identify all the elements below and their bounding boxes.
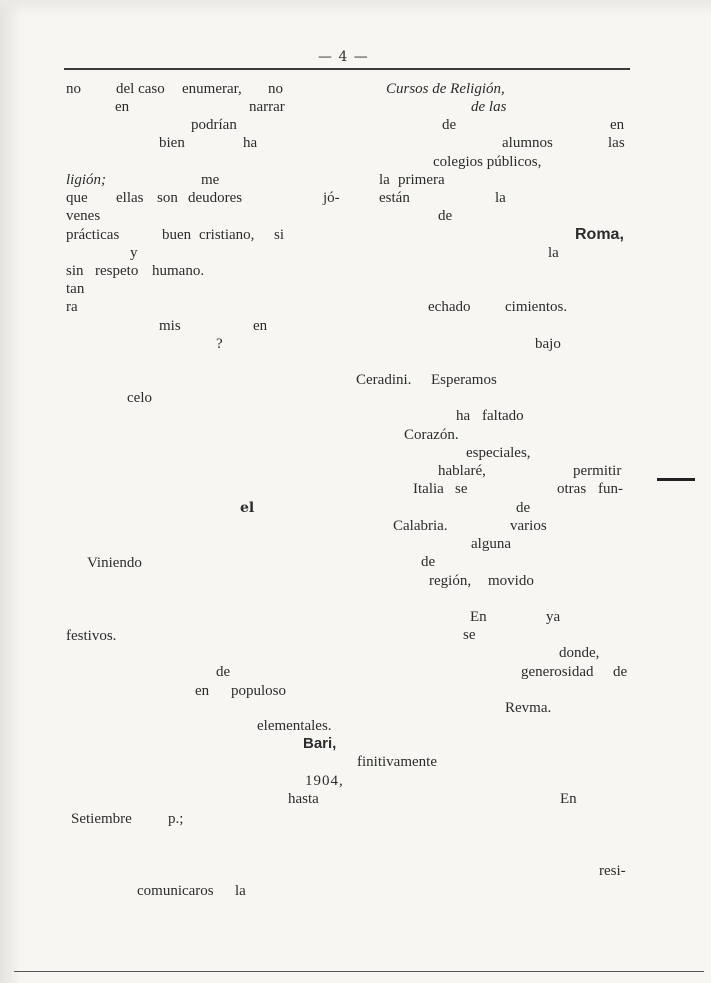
word: en — [195, 683, 210, 699]
word: bien — [159, 135, 185, 151]
word: la — [548, 245, 559, 261]
header-rule — [64, 68, 630, 70]
word: humano. — [152, 263, 205, 279]
page-number: — 4 — — [318, 49, 369, 65]
word: sin — [66, 263, 84, 279]
word: en — [115, 99, 130, 115]
word: ya — [546, 609, 561, 625]
word: celo — [127, 390, 152, 406]
word: cimientos. — [505, 299, 568, 315]
word: finitivamente — [357, 754, 437, 770]
word: hasta — [288, 791, 319, 807]
word: de — [421, 554, 436, 570]
word: no — [66, 81, 81, 97]
word: especiales, — [466, 445, 531, 461]
word: deudores — [188, 190, 243, 206]
word: la — [495, 190, 506, 206]
word: ha — [456, 408, 471, 424]
word: fun- — [598, 481, 623, 497]
word: 1904, — [305, 773, 344, 789]
word: Cursos de Religión, — [386, 81, 505, 97]
word: alumnos — [502, 135, 553, 151]
word: ligión; — [66, 172, 106, 188]
word: las — [608, 135, 625, 151]
word: respeto — [95, 263, 139, 279]
word: buen — [162, 227, 192, 243]
word: Revma. — [505, 700, 552, 716]
word: jó- — [323, 190, 340, 206]
word: echado — [428, 299, 471, 315]
word: prácticas — [66, 227, 120, 243]
word: faltado — [482, 408, 524, 424]
word: de — [442, 117, 457, 133]
word: la — [235, 883, 246, 899]
word: en — [253, 318, 268, 334]
word: otras — [557, 481, 587, 497]
word: Viniendo — [87, 555, 142, 571]
word: en — [610, 117, 625, 133]
word: bajo — [535, 336, 561, 352]
word: donde, — [559, 645, 600, 661]
word: generosidad — [521, 664, 594, 680]
word: p.; — [168, 811, 184, 827]
word: ellas — [116, 190, 144, 206]
word: ? — [216, 336, 223, 352]
word: comunicaros — [137, 883, 214, 899]
word: me — [201, 172, 220, 188]
word: venes — [66, 208, 101, 224]
word: Bari, — [303, 735, 337, 752]
word: narrar — [249, 99, 285, 115]
word: el — [240, 500, 255, 516]
page-top-edge — [0, 0, 711, 16]
word: Italia — [413, 481, 444, 497]
word: Ceradini. — [356, 372, 412, 388]
word: En — [470, 609, 487, 625]
word: de — [613, 664, 628, 680]
word: son — [157, 190, 178, 206]
word: del caso — [116, 81, 165, 97]
word: Esperamos — [431, 372, 497, 388]
word: podrían — [191, 117, 237, 133]
word: y — [130, 245, 138, 261]
word: de — [216, 664, 231, 680]
word: están — [379, 190, 410, 206]
word: festivos. — [66, 628, 117, 644]
word: de — [438, 208, 453, 224]
word: movido — [488, 573, 534, 589]
word: si — [274, 227, 285, 243]
word: que — [66, 190, 88, 206]
word: Corazón. — [404, 427, 459, 443]
word: no — [268, 81, 283, 97]
word: hablaré, — [438, 463, 486, 479]
word: varios — [510, 518, 547, 534]
word: elementales. — [257, 718, 332, 734]
word: región, — [429, 573, 472, 589]
word: ha — [243, 135, 258, 151]
word: En — [560, 791, 577, 807]
word: se — [463, 627, 476, 643]
word: permitir — [573, 463, 622, 479]
word: de — [516, 500, 531, 516]
footer-rule — [14, 971, 704, 972]
page-left-edge — [0, 0, 22, 983]
word: colegios públicos, — [433, 154, 542, 170]
word: Roma, — [575, 226, 624, 243]
word: mis — [159, 318, 181, 334]
margin-mark — [657, 478, 695, 481]
word: ra — [66, 299, 78, 315]
word: primera — [398, 172, 445, 188]
word: Setiembre — [71, 811, 132, 827]
word: tan — [66, 281, 85, 297]
word: resi- — [599, 863, 626, 879]
word: de las — [471, 99, 507, 115]
word: alguna — [471, 536, 511, 552]
word: enumerar, — [182, 81, 242, 97]
word: Calabria. — [393, 518, 448, 534]
word: populoso — [231, 683, 287, 699]
word: se — [455, 481, 468, 497]
word: cristiano, — [199, 227, 255, 243]
word: la — [379, 172, 390, 188]
